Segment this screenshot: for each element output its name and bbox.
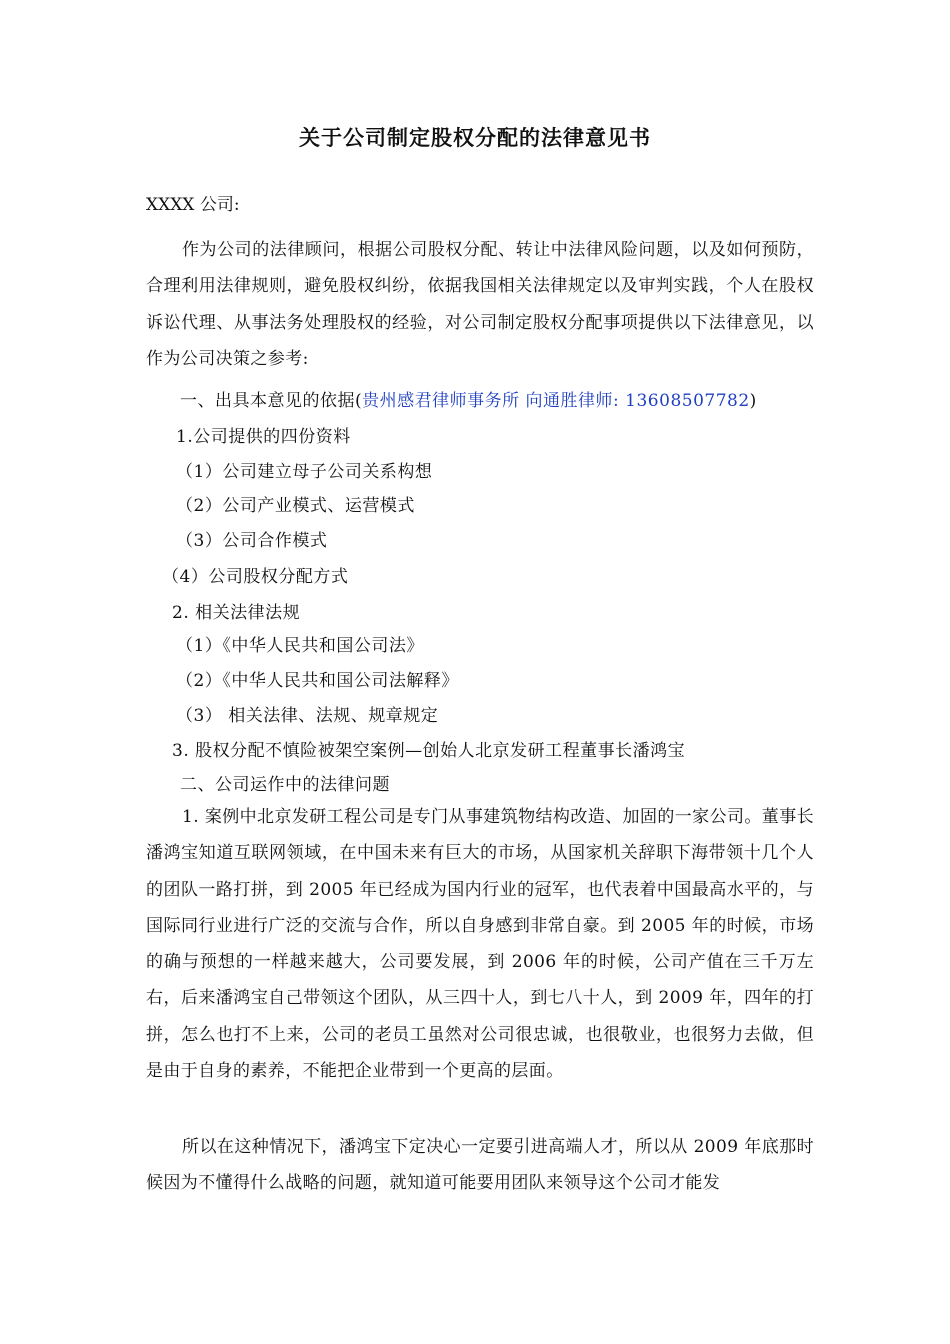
section2-heading: 二、公司运作中的法律问题 <box>180 775 390 795</box>
lawyer-contact: 贵州感君律师事务所 向通胜律师: 13608507782 <box>362 391 750 411</box>
section1-heading <box>180 386 757 411</box>
item-2: 2. 相关法律法规 <box>172 603 301 623</box>
addressee: XXXX 公司: <box>146 195 240 215</box>
item-3: 3. 股权分配不慎险被架空案例—创始人北京发研工程董事长潘鸿宝 <box>172 741 686 761</box>
item-2-3: （3） 相关法律、法规、规章规定 <box>176 706 439 726</box>
item-2-2: （2）《中华人民共和国公司法解释》 <box>176 671 459 691</box>
item-1-4: （4）公司股权分配方式 <box>162 567 349 587</box>
case-paragraph-2: 所以在这种情况下，潘鸿宝下定决心一定要引进高端人才，所以从 2009 年底那时候因为不懂得什么战略的问题，就知道可能要用团队来领导这个公司才能发 <box>146 1137 814 1194</box>
item-2-1: （1）《中华人民共和国公司法》 <box>176 636 424 656</box>
document-title: 关于公司制定股权分配的法律意见书 <box>299 125 651 150</box>
item-1-3: （3）公司合作模式 <box>176 531 328 551</box>
section1-suffix: ) <box>749 391 757 411</box>
item-1: 1.公司提供的四份资料 <box>176 427 351 447</box>
item-1-1: （1）公司建立母子公司关系构想 <box>176 462 433 482</box>
item-1-2: （2）公司产业模式、运营模式 <box>176 496 415 516</box>
intro-paragraph: 作为公司的法律顾问，根据公司股权分配、转让中法律风险问题，以及如何预防，合理利用法律规则，避免股权纠纷，依据我国相关法律规定以及审判实践，个人在股权诉讼代理、从事法务处理股权的经验，对公司制定股权分配事项提供以下法律意见，以作为公司决策之参考: <box>146 240 814 369</box>
case-paragraph: 1. 案例中北京发研工程公司是专门从事建筑物结构改造、加固的一家公司。董事长潘鸿宝知道互联网领域，在中国未来有巨大的市场，从国家机关辞职下海带领十几个人的团队一路打拼，到 2005 年已经成为国内行业的冠军，也代表着中国最高水平的，与国际同行业进行广泛的交流与合作，所以自身感到非常自豪。到 2005 年的时候，市场的确与预想的一样越来越大，公司要发展，到 2006 年的时候，公司产值在三千万左右，后来潘鸿宝自己带领这个团队，从三四十人，到七八十人，到 2009 年，四年的打拼，怎么也打不上来，公司的老员工虽然对公司很忠诚，也很敬业，也很努力去做，但是由于自身的素养，不能把企业带到一个更高的层面。 <box>146 807 814 1082</box>
section1-prefix: 一、出具本意见的依据( <box>180 391 363 411</box>
